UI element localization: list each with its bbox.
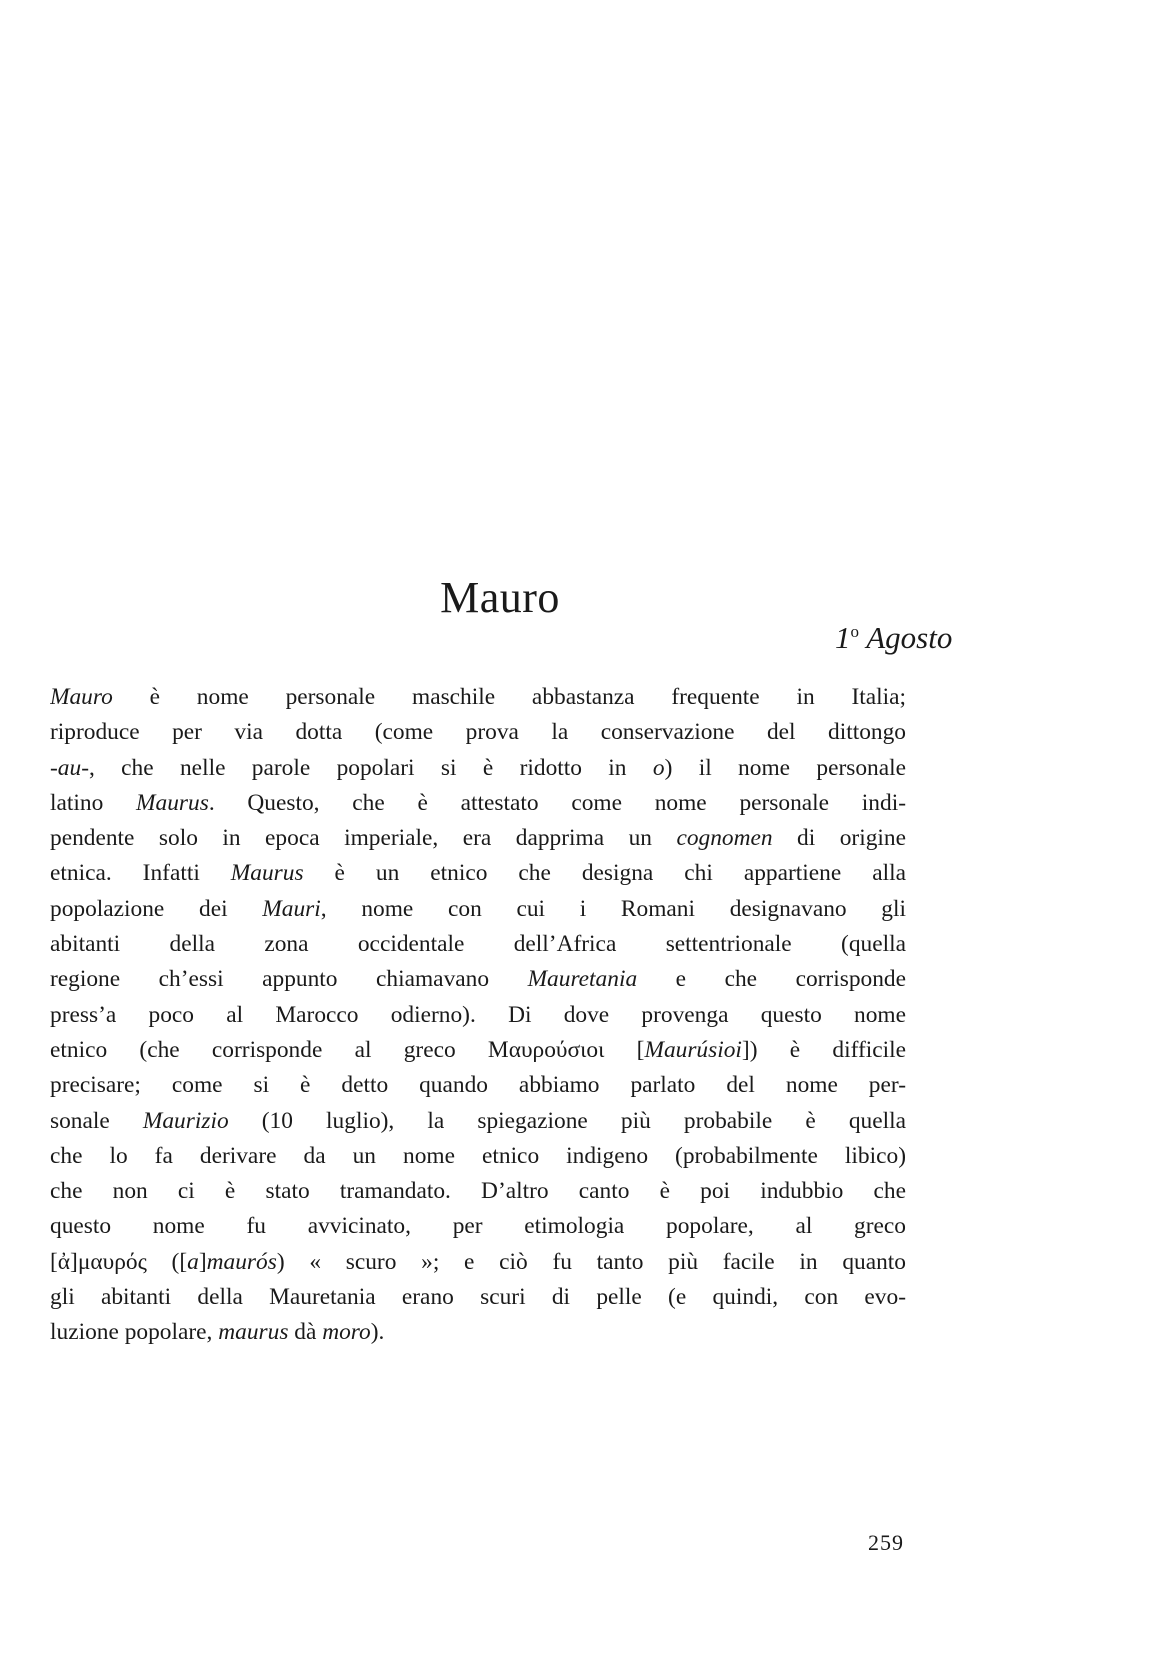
text-line xyxy=(50,1068,906,1103)
italic-term: Maurus xyxy=(136,789,209,816)
text-line xyxy=(50,962,906,997)
italic-term: maurus xyxy=(218,1319,289,1346)
text-line xyxy=(50,715,906,750)
italic-term: Mauro xyxy=(50,684,113,710)
text-segment: ) « scuro »; e ciò fu tanto più facile in quanto xyxy=(276,1248,906,1275)
text-segment: etnico (che corrisponde al greco Μαυρούσιοι [ xyxy=(50,1036,645,1063)
text-line xyxy=(50,786,906,821)
text-segment: è un etnico che designa chi appartiene alla xyxy=(303,860,906,887)
text-line xyxy=(50,1174,906,1209)
text-segment: è nome personale maschile abbastanza frequente in Italia; xyxy=(112,684,906,710)
text-line xyxy=(50,680,906,715)
text-segment: . Questo, che è attestato come nome personale indi- xyxy=(208,789,906,816)
text-segment: - xyxy=(50,754,58,781)
italic-term: cognomen xyxy=(676,825,773,852)
text-segment: e che corrisponde xyxy=(637,966,906,993)
feast-day-ordinal: o xyxy=(850,622,859,641)
text-line xyxy=(50,1245,906,1280)
text-segment: sonale xyxy=(50,1107,143,1134)
text-segment: -, che nelle parole popolari si è ridotto in xyxy=(81,754,653,781)
text-line xyxy=(50,856,906,891)
article-title: Mauro xyxy=(440,573,560,622)
feast-day-number: 1 xyxy=(835,620,851,655)
text-line xyxy=(50,1033,906,1068)
text-segment: di origine xyxy=(772,825,906,852)
text-line xyxy=(50,751,906,786)
text-line xyxy=(50,892,906,927)
text-segment: etnica. Infatti xyxy=(50,860,231,887)
italic-term: Maurizio xyxy=(142,1107,229,1134)
italic-term: Mauri xyxy=(262,895,321,922)
text-line xyxy=(50,927,906,962)
text-segment: che non ci è stato tramandato. D’altro canto è poi indubbio che xyxy=(50,1178,906,1205)
text-segment: (10 luglio), la spiegazione più probabile è quella xyxy=(228,1107,906,1134)
text-segment: popolazione dei xyxy=(50,895,263,922)
italic-term: a xyxy=(187,1248,199,1275)
text-segment: pendente solo in epoca imperiale, era dapprima un xyxy=(50,825,677,852)
text-segment: ) il nome personale xyxy=(664,754,906,781)
text-line xyxy=(50,1209,906,1244)
text-segment: questo nome fu avvicinato, per etimologia popolare, al greco xyxy=(50,1213,906,1240)
text-segment: gli abitanti della Mauretania erano scuri di pelle (e quindi, con evo- xyxy=(50,1284,906,1311)
text-segment: ]) è difficile xyxy=(741,1036,906,1063)
text-segment: [ἀ]μαυρός ([ xyxy=(50,1248,188,1275)
text-segment: abitanti della zona occidentale dell’Africa settentrionale (quella xyxy=(50,931,906,958)
italic-term: moro xyxy=(322,1319,371,1346)
text-segment: regione ch’essi appunto chiamavano xyxy=(50,966,528,993)
text-segment: riproduce per via dotta (come prova la conservazione del dittongo xyxy=(50,719,906,746)
text-segment: , nome con cui i Romani designavano gli xyxy=(320,895,906,922)
text-line xyxy=(50,1104,906,1139)
italic-term: Mauretania xyxy=(527,966,638,993)
text-line xyxy=(50,998,906,1033)
text-segment: press’a poco al Marocco odierno). Di dove provenga questo nome xyxy=(50,1001,906,1028)
article-body xyxy=(50,680,906,1351)
text-line xyxy=(50,1139,906,1174)
page-number: 259 xyxy=(868,1530,904,1555)
text-segment: ] xyxy=(198,1248,207,1275)
italic-term: o xyxy=(652,754,665,781)
feast-day-month: Agosto xyxy=(866,620,953,655)
italic-term: Maurus xyxy=(230,860,304,887)
text-segment: dà xyxy=(288,1319,323,1346)
text-segment: precisare; come si è detto quando abbiamo parlato del nome per- xyxy=(50,1072,906,1099)
italic-term: Maurúsioi xyxy=(644,1036,742,1063)
feast-day xyxy=(835,620,952,656)
text-segment: luzione popolare, xyxy=(50,1319,219,1346)
text-segment: che lo fa derivare da un nome etnico indigeno (probabilmente libico) xyxy=(50,1142,906,1169)
text-line xyxy=(50,1280,906,1315)
text-segment: ). xyxy=(370,1319,385,1346)
text-line xyxy=(50,1315,906,1350)
italic-term: au xyxy=(57,754,82,781)
text-segment: latino xyxy=(50,789,137,816)
text-line xyxy=(50,821,906,856)
italic-term: maurós xyxy=(206,1248,277,1275)
